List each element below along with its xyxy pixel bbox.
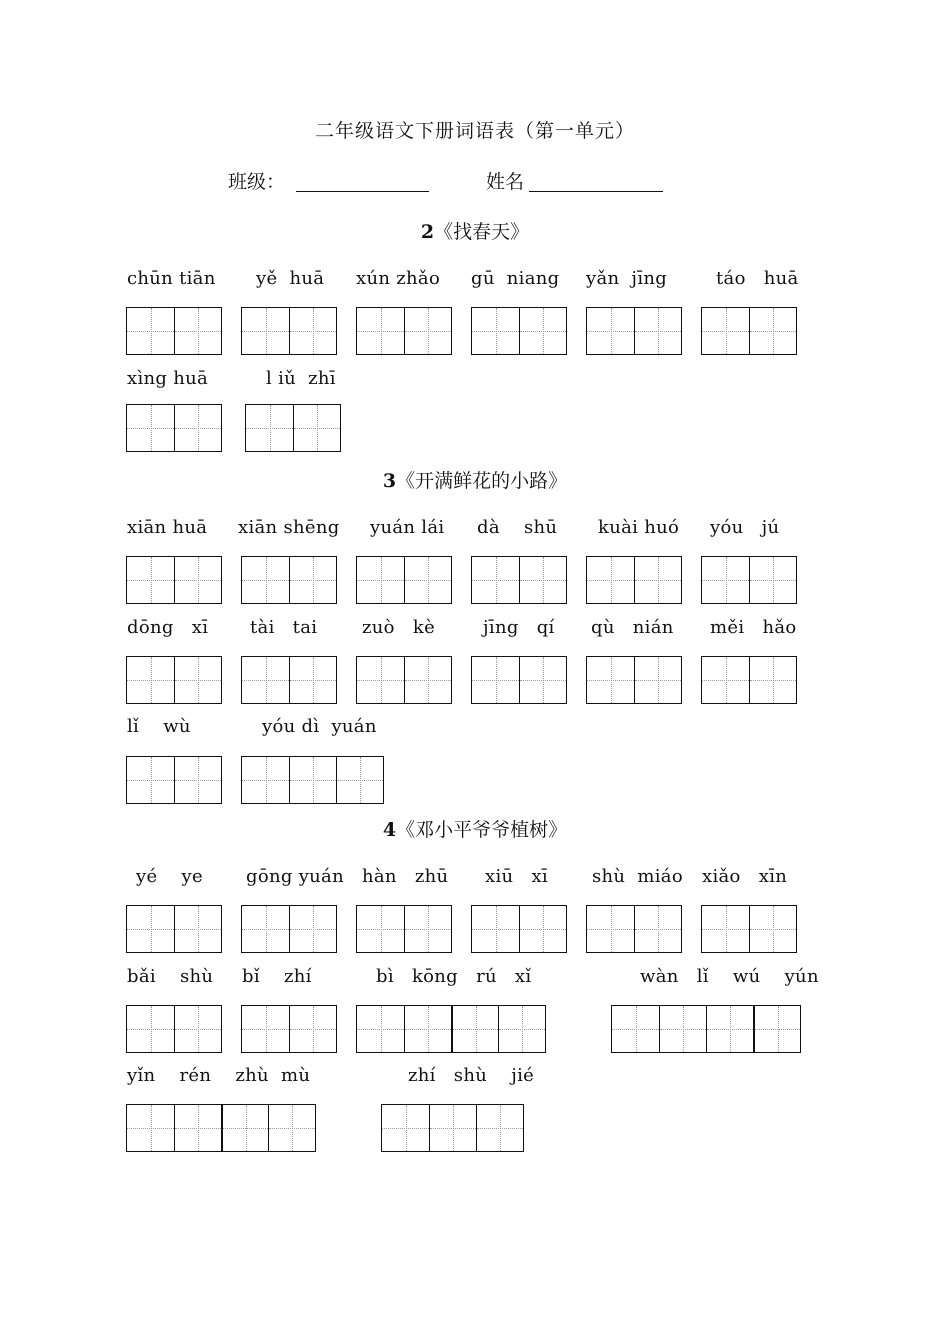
name-blank	[529, 191, 663, 192]
pinyin: xún zhǎo	[356, 268, 441, 289]
pinyin: xìng huā	[127, 368, 209, 389]
pinyin: zuò kè	[362, 617, 436, 638]
writing-grid[interactable]	[126, 905, 222, 953]
pinyin: lǐ wù	[127, 716, 191, 737]
lesson-heading: 3《开满鲜花的小路》	[382, 470, 568, 492]
writing-grid[interactable]	[356, 307, 452, 355]
pinyin: kuài huó	[598, 517, 680, 538]
writing-grid[interactable]	[356, 1005, 546, 1053]
pinyin: yuán lái	[370, 517, 445, 538]
writing-grid[interactable]	[126, 307, 222, 355]
pinyin: dōng xī	[127, 617, 209, 638]
writing-grid[interactable]	[701, 656, 797, 704]
pinyin: shù miáo	[592, 866, 683, 887]
pinyin: qù nián	[591, 617, 674, 638]
writing-grid[interactable]	[241, 1005, 337, 1053]
writing-grid[interactable]	[356, 656, 452, 704]
pinyin: gōng yuán	[246, 866, 344, 887]
writing-grid[interactable]	[701, 556, 797, 604]
pinyin: zhí shù jié	[408, 1065, 535, 1086]
writing-grid[interactable]	[586, 556, 682, 604]
pinyin: měi hǎo	[710, 617, 797, 638]
writing-grid[interactable]	[126, 404, 222, 452]
class-blank	[296, 191, 429, 192]
pinyin: yóu dì yuán	[262, 716, 377, 737]
writing-grid[interactable]	[126, 1005, 222, 1053]
writing-grid[interactable]	[241, 905, 337, 953]
writing-grid[interactable]	[241, 756, 384, 804]
writing-grid[interactable]	[701, 307, 797, 355]
writing-grid[interactable]	[471, 656, 567, 704]
pinyin: hàn zhū	[362, 866, 449, 887]
writing-grid[interactable]	[586, 307, 682, 355]
writing-grid[interactable]	[241, 656, 337, 704]
pinyin: xiū xī	[485, 866, 548, 887]
writing-grid[interactable]	[241, 556, 337, 604]
pinyin: táo huā	[716, 268, 799, 289]
pinyin: yé ye	[136, 866, 203, 887]
pinyin: bì kōng rú xǐ	[376, 966, 532, 987]
writing-grid[interactable]	[126, 1104, 316, 1152]
writing-grid[interactable]	[586, 656, 682, 704]
pinyin: jīng qí	[483, 617, 555, 638]
writing-grid[interactable]	[245, 404, 341, 452]
pinyin: dà shū	[477, 517, 558, 538]
writing-grid[interactable]	[241, 307, 337, 355]
page-title: 二年级语文下册词语表（第一单元）	[314, 120, 635, 142]
writing-grid[interactable]	[126, 556, 222, 604]
pinyin: yǎn jīng	[586, 268, 668, 289]
pinyin: xiān huā	[127, 517, 208, 538]
pinyin: gū niang	[471, 268, 560, 289]
writing-grid[interactable]	[471, 905, 567, 953]
writing-grid[interactable]	[126, 756, 222, 804]
pinyin: wàn lǐ wú yún	[640, 966, 819, 987]
writing-grid[interactable]	[611, 1005, 801, 1053]
pinyin: yǐn rén zhù mù	[127, 1065, 311, 1086]
pinyin: l iǔ zhī	[266, 368, 336, 389]
writing-grid[interactable]	[126, 656, 222, 704]
pinyin: xiǎo xīn	[702, 866, 788, 887]
writing-grid[interactable]	[356, 556, 452, 604]
writing-grid[interactable]	[471, 307, 567, 355]
writing-grid[interactable]	[701, 905, 797, 953]
writing-grid[interactable]	[471, 556, 567, 604]
writing-grid[interactable]	[381, 1104, 524, 1152]
pinyin: yě huā	[256, 268, 325, 289]
class-label: 班级：	[228, 171, 286, 193]
writing-grid[interactable]	[356, 905, 452, 953]
pinyin: tài tai	[250, 617, 318, 638]
writing-grid[interactable]	[586, 905, 682, 953]
pinyin: xiān shēng	[238, 517, 340, 538]
pinyin: bǎi shù	[127, 966, 214, 987]
lesson-heading: 4《邓小平爷爷植树》	[382, 819, 568, 841]
pinyin: bǐ zhí	[242, 966, 312, 987]
name-label: 姓名	[486, 171, 525, 193]
pinyin: chūn tiān	[127, 268, 216, 289]
pinyin: yóu jú	[710, 517, 780, 538]
lesson-heading: 2《找春天》	[420, 221, 530, 243]
